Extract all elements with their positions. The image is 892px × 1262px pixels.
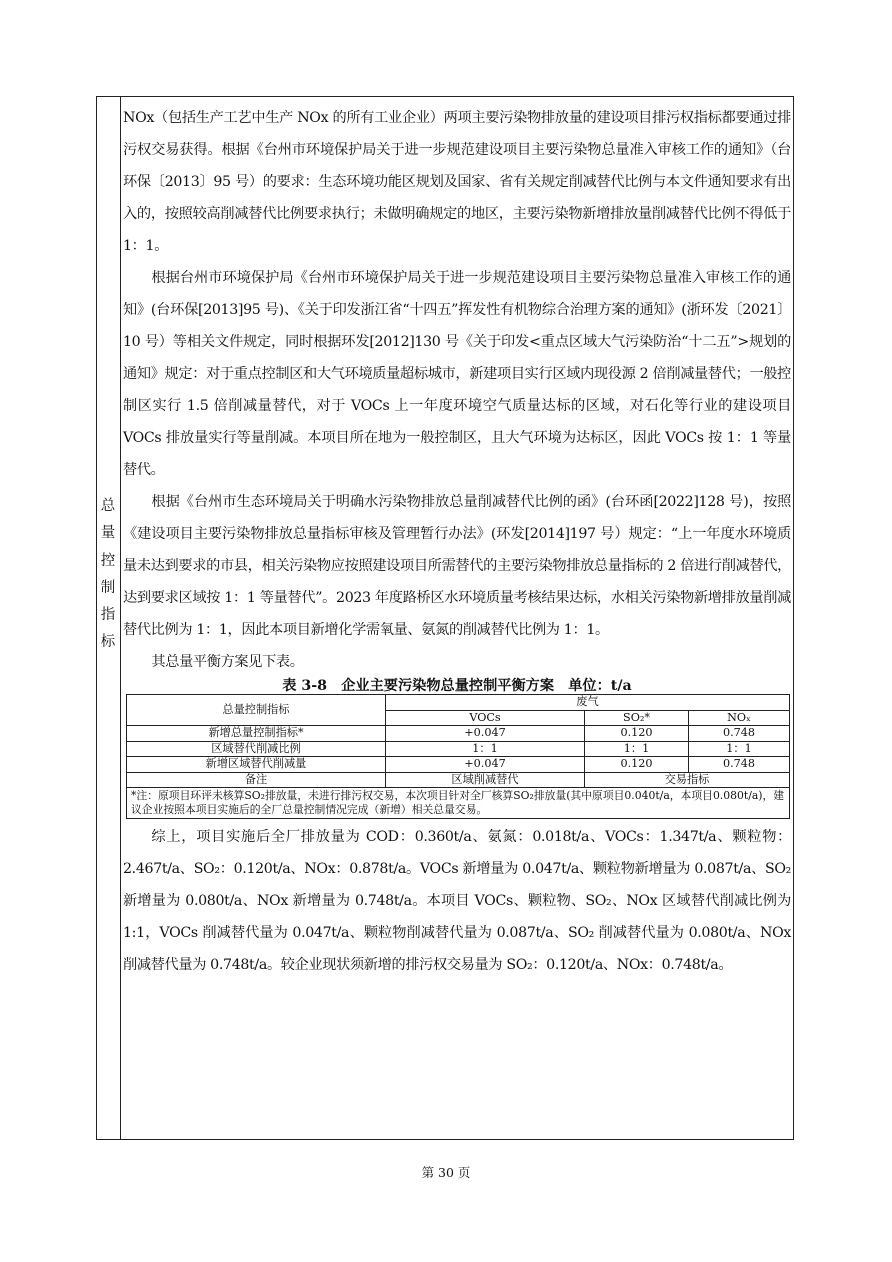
table-cell: 0.748 [689, 757, 790, 773]
row-label: 区域替代削减比例 [127, 741, 386, 757]
remark-regional: 区域削减替代 [386, 772, 585, 788]
table-cell: +0.047 [386, 757, 585, 773]
balance-table [126, 694, 790, 819]
header-group: 废气 [386, 695, 790, 711]
table-cell: +0.047 [386, 726, 585, 742]
side-label-char: 指 [100, 607, 116, 624]
table-cell: 0.748 [689, 726, 790, 742]
row-label: 新增总量控制指标* [127, 726, 386, 742]
column-header: SO₂* [585, 710, 689, 726]
table-row [127, 757, 790, 773]
table-cell: 0.120 [585, 726, 689, 742]
paragraph-3: 根据《台州市生态环境局关于明确水污染物排放总量削减替代比例的函》(台环函[2022]128 号)，按照《建设项目主要污染物排放总量指标审核及管理暂行办法》(环发[2014]197 号）规定：“上一年度水环境质量未达到要求的市县，相关污染物应按照建设项目所需替代的主要污染物排放总量指标的 2 倍进行削减替代，达到要求区域按 1：1 等量替代”。2023 年度路桥区水环境质量考核结果达标，水相关污染物新增排放量削减替代比例为 1：1，因此本项目新增化学需氧量、氨氮的削减替代比例为 1：1。 [123, 494, 791, 638]
document-frame [96, 96, 794, 1140]
page-number: 第 30 页 [421, 1165, 471, 1180]
paragraph-5: 综上，项目实施后全厂排放量为 COD：0.360t/a、氨氮：0.018t/a、VOCs：1.347t/a、颗粒物：2.467t/a、SO₂：0.120t/a、NOx：0.878t/a。VOCs 新增量为 0.047t/a、颗粒物新增量为 0.087t/a、SO₂新增量为 0.080t/a、NOx 新增量为 0.748t/a。本项目 VOCs、颗粒物、SO₂、NOx 区域替代削减比例为 1:1，VOCs 削减替代量为 0.047t/a、颗粒物削减替代量为 0.087t/a、SO₂ 削减替代量为 0.080t/a、NOx 削减替代量为 0.748t/a。较企业现状须新增的排污权交易量为 SO₂：0.120t/a、NOx：0.748t/a。 [123, 829, 791, 973]
table-note-row [127, 788, 790, 819]
side-label-char: 标 [100, 634, 116, 651]
side-label-char: 控 [100, 552, 116, 569]
remark-trade: 交易指标 [585, 772, 790, 788]
table-cell: 0.120 [585, 757, 689, 773]
header-left: 总量控制指标 [127, 695, 386, 726]
content-area [123, 102, 791, 981]
table-cell: 1：1 [386, 741, 585, 757]
row-label: 新增区域替代削减量 [127, 757, 386, 773]
paragraph-4: 其总量平衡方案见下表。 [151, 654, 304, 670]
side-label-char: 制 [100, 579, 116, 596]
table-row [127, 741, 790, 757]
column-header: NOₓ [689, 710, 790, 726]
table-note: *注：原项目环评未核算SO₂排放量，未进行排污权交易，本次项目针对全厂核算SO₂排放量(其中原项目0.040t/a，本项目0.080t/a)，建议企业按照本项目实施后的全厂总量控制情况完成（新增）相关总量交易。 [127, 788, 790, 819]
table-row [127, 726, 790, 742]
remark-label: 备注 [127, 772, 386, 788]
table-caption: 表 3-8 企业主要污染物总量控制平衡方案 单位：t/a [282, 678, 632, 694]
paragraph-1: NOx（包括生产工艺中生产 NOx 的所有工业企业）两项主要污染物排放量的建设项目排污权指标都要通过排污权交易获得。根据《台州市环境保护局关于进一步规范建设项目主要污染物总量准入审核工作的通知》（台环保〔2013〕95 号）的要求：生态环境功能区规划及国家、省有关规定削减替代比例与本文件通知要求有出入的，按照较高削减替代比例要求执行；未做明确规定的地区，主要污染物新增排放量削减替代比例不得低于 1：1。 [123, 110, 791, 254]
side-label-char: 总 [100, 498, 116, 514]
table-cell: 1：1 [585, 741, 689, 757]
column-header: VOCs [386, 710, 585, 726]
side-label [99, 493, 117, 657]
table-remark-row [127, 772, 790, 788]
side-label-char: 量 [100, 525, 116, 542]
paragraph-2: 根据台州市环境保护局《台州市环境保护局关于进一步规范建设项目主要污染物总量准入审核工作的通知》(台环保[2013]95 号)、《关于印发浙江省“十四五”挥发性有机物综合治理方案的通知》(浙环发〔2021〕10 号）等相关文件规定，同时根据环发[2012]130 号《关于印发<重点区域大气污染防治“十二五”>规划的通知》规定：对于重点控制区和大气环境质量超标城市，新建项目实行区域内现役源 2 倍削减量替代；一般控制区实行 1.5 倍削减量替代，对于 VOCs 上一年度环境空气质量达标的区域，对石化等行业的建设项目 VOCs 排放量实行等量削减。本项目所在地为一般控制区，且大气环境为达标区，因此 VOCs 按 1：1 等量替代。 [123, 270, 791, 478]
side-label-column [97, 97, 121, 1139]
table-cell: 1：1 [689, 741, 790, 757]
